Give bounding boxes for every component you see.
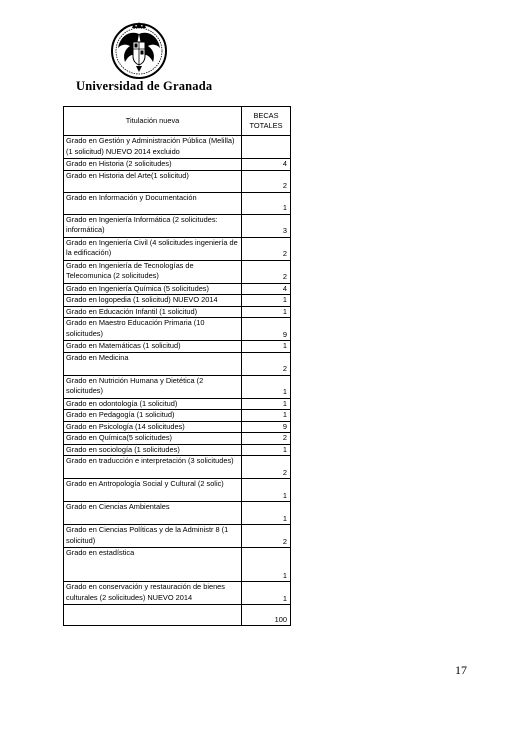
becas-cell: 1 xyxy=(242,192,291,214)
table-row xyxy=(64,170,291,192)
becas-cell: 2 xyxy=(242,433,291,445)
becas-cell: 1 xyxy=(242,582,291,605)
becas-cell: 1 xyxy=(242,375,291,398)
becas-cell: 1 xyxy=(242,410,291,422)
table-row xyxy=(64,159,291,171)
table-row xyxy=(64,525,291,548)
table-row xyxy=(64,260,291,283)
table-row xyxy=(64,444,291,456)
titulacion-cell: Grado en Antropología Social y Cultural (2 solic) xyxy=(64,479,242,502)
becas-cell xyxy=(242,136,291,159)
table-row xyxy=(64,456,291,479)
table-row xyxy=(64,214,291,237)
table-row xyxy=(64,192,291,214)
becas-header: BECAS TOTALES xyxy=(242,107,291,136)
becas-table xyxy=(63,106,291,626)
titulacion-cell: Grado en sociología (1 solicitudes) xyxy=(64,444,242,456)
titulacion-cell: Grado en Ciencias Ambientales xyxy=(64,502,242,525)
becas-cell: 2 xyxy=(242,260,291,283)
table-row xyxy=(64,433,291,445)
titulacion-cell: Grado en odontología (1 solicitud) xyxy=(64,398,242,410)
titulacion-cell: Grado en Medicina xyxy=(64,352,242,375)
titulacion-cell: Grado en Nutrición Humana y Dietética (2 solicitudes) xyxy=(64,375,242,398)
page-number: 17 xyxy=(455,663,467,677)
becas-cell: 1 xyxy=(242,295,291,307)
becas-cell: 2 xyxy=(242,456,291,479)
table-row xyxy=(64,237,291,260)
titulacion-cell: Grado en Historia del Arte(1 solicitud) xyxy=(64,170,242,192)
table-row xyxy=(64,295,291,307)
table-row xyxy=(64,410,291,422)
table-row xyxy=(64,136,291,159)
becas-cell: 1 xyxy=(242,306,291,318)
titulacion-cell: Grado en Educación Infantil (1 solicitud) xyxy=(64,306,242,318)
table-row xyxy=(64,421,291,433)
becas-cell: 9 xyxy=(242,421,291,433)
table-row xyxy=(64,318,291,341)
becas-cell: 2 xyxy=(242,237,291,260)
titulacion-cell: Grado en Psicología (14 solicitudes) xyxy=(64,421,242,433)
titulacion-cell: Grado en Ingeniería Civil (4 solicitudes ingeniería de la edificación) xyxy=(64,237,242,260)
becas-cell: 1 xyxy=(242,548,291,582)
university-seal-logo xyxy=(108,20,170,80)
total-cell: 100 xyxy=(242,605,291,626)
titulacion-cell: Grado en conservación y restauración de bienes culturales (2 solicitudes) NUEVO 2014 xyxy=(64,582,242,605)
table-row xyxy=(64,548,291,582)
becas-cell: 3 xyxy=(242,214,291,237)
table-row xyxy=(64,605,291,626)
titulacion-cell: Grado en Información y Documentación xyxy=(64,192,242,214)
table-row xyxy=(64,283,291,295)
becas-cell: 1 xyxy=(242,502,291,525)
titulacion-cell: Grado en estadística xyxy=(64,548,242,582)
titulacion-cell: Grado en Ciencias Políticas y de la Administr 8 (1 solicitud) xyxy=(64,525,242,548)
titulacion-cell: Grado en Ingeniería de Tecnologías de Telecomunica (2 solicitudes) xyxy=(64,260,242,283)
becas-cell: 2 xyxy=(242,352,291,375)
table-row xyxy=(64,341,291,353)
titulacion-cell xyxy=(64,605,242,626)
titulacion-cell: Grado en Maestro Educación Primaria (10 solicitudes) xyxy=(64,318,242,341)
titulacion-cell: Grado en Ingeniería Informática (2 solicitudes: informática) xyxy=(64,214,242,237)
table-row xyxy=(64,375,291,398)
titulacion-cell: Grado en Pedagogía (1 solicitud) xyxy=(64,410,242,422)
titulacion-cell: Grado en Historia (2 solicitudes) xyxy=(64,159,242,171)
becas-cell: 4 xyxy=(242,283,291,295)
table-row xyxy=(64,398,291,410)
becas-cell: 2 xyxy=(242,525,291,548)
becas-cell: 4 xyxy=(242,159,291,171)
titulacion-cell: Grado en logopedia (1 solicitud) NUEVO 2014 xyxy=(64,295,242,307)
becas-cell: 9 xyxy=(242,318,291,341)
table-row xyxy=(64,582,291,605)
titulacion-cell: Grado en traducción e interpretación (3 solicitudes) xyxy=(64,456,242,479)
table-row xyxy=(64,479,291,502)
titulacion-header: Titulación nueva xyxy=(64,107,242,136)
becas-cell: 1 xyxy=(242,398,291,410)
table-row xyxy=(64,352,291,375)
university-name: Universidad de Granada xyxy=(76,79,213,93)
titulacion-cell: Grado en Matemáticas (1 solicitud) xyxy=(64,341,242,353)
titulacion-cell: Grado en Gestión y Administración Pública (Melilla) (1 solicitud) NUEVO 2014 excluido xyxy=(64,136,242,159)
titulacion-cell: Grado en Química(5 solicitudes) xyxy=(64,433,242,445)
becas-cell: 1 xyxy=(242,341,291,353)
table-row xyxy=(64,306,291,318)
becas-cell: 1 xyxy=(242,444,291,456)
becas-cell: 2 xyxy=(242,170,291,192)
becas-cell: 1 xyxy=(242,479,291,502)
titulacion-cell: Grado en Ingeniería Química (5 solicitudes) xyxy=(64,283,242,295)
table-row xyxy=(64,502,291,525)
